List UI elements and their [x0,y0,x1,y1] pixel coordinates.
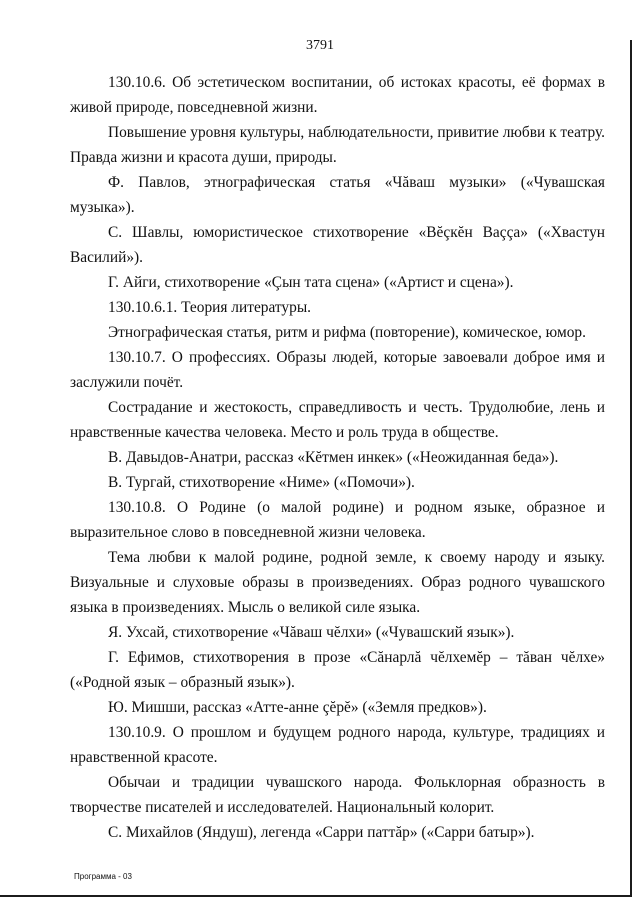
paragraph: С. Шавлы, юмористическое стихотворение «Вĕçкĕн Ваçça» («Хвастун Василий»). [70,224,605,266]
paragraph: Обычаи и традиции чувашского народа. Фольклорная образность в творчестве писателей и исследователей. Национальный колорит. [70,774,605,816]
paragraph: Сострадание и жестокость, справедливость и честь. Трудолюбие, лень и нравственные качества человека. Место и роль труда в обществе. [70,399,605,441]
scan-edge-bottom [0,895,632,897]
paragraph: Ю. Мишши, рассказ «Атте-анне çĕрĕ» («Земля предков»). [108,699,487,716]
paragraph: Этнографическая статья, ритм и рифма (повторение), комическое, юмор. [108,324,586,341]
paragraph: Ф. Павлов, этнографическая статья «Чăваш музыки» («Чувашская музыка»). [70,174,605,216]
paragraph: 130.10.7. О профессиях. Образы людей, которые завоевали доброе имя и заслужили почёт. [70,349,605,391]
paragraph: 130.10.9. О прошлом и будущем родного народа, культуре, традициях и нравственной красоте. [70,724,605,766]
paragraph: В. Давыдов-Анатри, рассказ «Кĕтмен инкек» («Неожиданная беда»). [108,449,559,466]
paragraph: 130.10.6.1. Теория литературы. [108,299,312,316]
paragraph: С. Михайлов (Яндуш), легенда «Сарри паттăр» («Сарри батыр»). [108,824,535,841]
paragraph: 130.10.8. О Родине (о малой родине) и родном языке, образное и выразительное слово в повседневной жизни человека. [70,499,605,541]
paragraph: Г. Ефимов, стихотворения в прозе «Сăнарлă чĕлхемĕр – тăван чĕлхе» («Родной язык – образный язык»). [70,649,605,691]
paragraph: Повышение уровня культуры, наблюдательности, привитие любви к театру. Правда жизни и красота души, природы. [70,124,605,166]
paragraph: Я. Ухсай, стихотворение «Чăваш чĕлхи» («Чувашский язык»). [108,624,515,641]
paragraph: 130.10.6. Об эстетическом воспитании, об истоках красоты, её формах в живой природе, повседневной жизни. [70,74,605,116]
paragraph: Тема любви к малой родине, родной земле, к своему народу и языку. Визуальные и слуховые образы в произведениях. Образ родного чувашского языка в произведениях. Мысль о великой силе языка. [70,549,605,616]
body-text [70,70,605,845]
paragraph: Г. Айги, стихотворение «Çын тата сцена» («Артист и сцена»). [108,274,514,291]
page-number: 3791 [306,38,334,53]
scan-edge-right [630,40,632,895]
footer-program-code: Программа - 03 [74,872,132,881]
paragraph: В. Тургай, стихотворение «Ниме» («Помочи»). [108,474,415,491]
